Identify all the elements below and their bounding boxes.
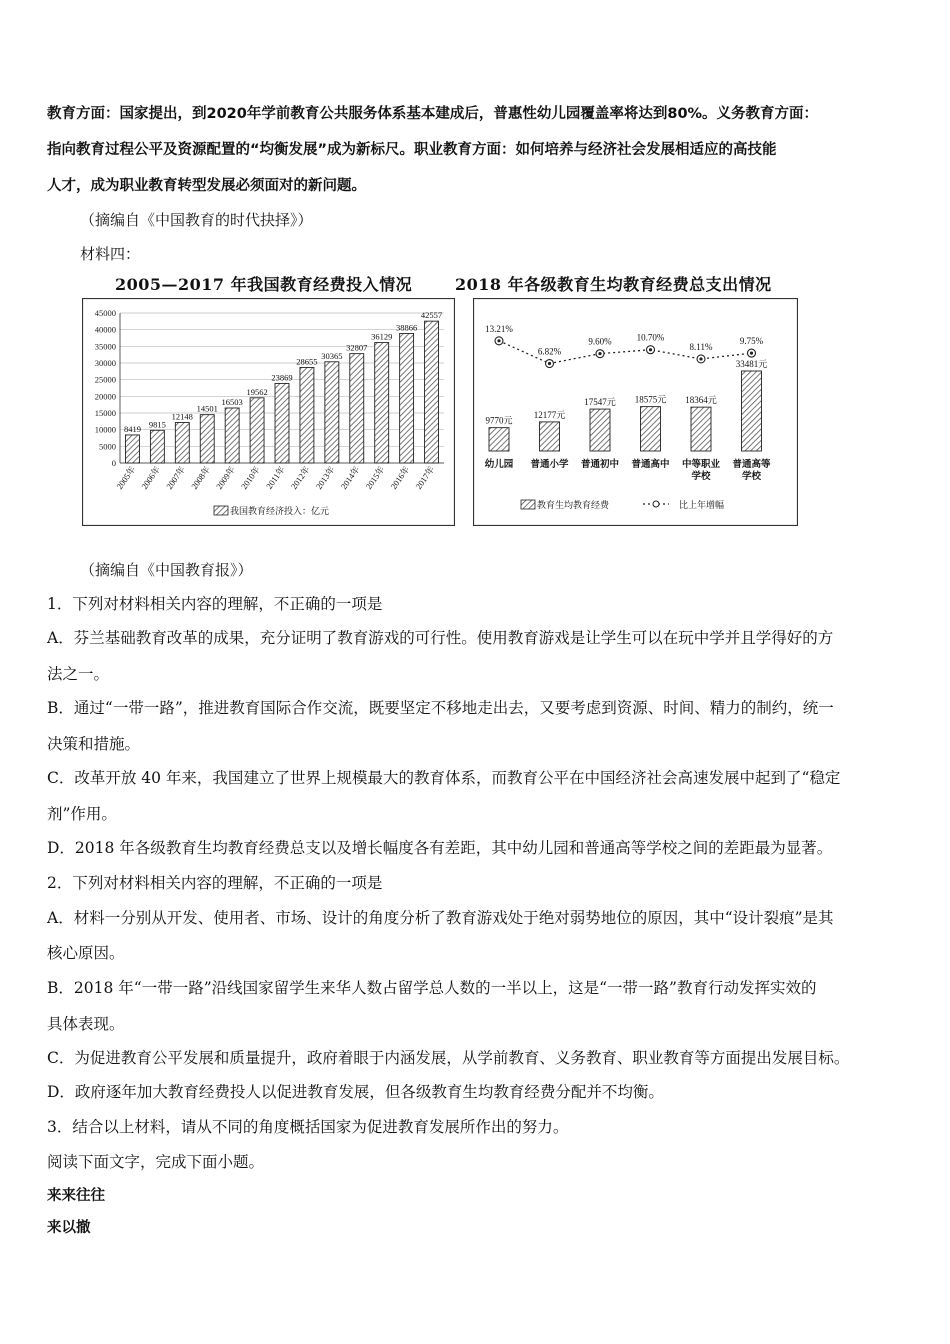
chart2-growth-label: 8.11% [689, 341, 713, 352]
chart2-bar-label: 9770元 [485, 415, 513, 426]
chart1-title: 2005—2017 年我国教育经费投入情况 [115, 275, 413, 294]
reading-instruction: 阅读下面文字，完成下面小题。 [47, 1153, 265, 1171]
chart2-category-label: 普通小学 [530, 460, 569, 470]
chart1-data-label: 16503 [221, 396, 243, 407]
chart1-bar [375, 343, 389, 463]
chart1-bar [225, 408, 239, 463]
q1-option-d: D．2018 年各级教育生均教育经费总支以及增长幅度各有差距，其中幼儿园和普通高等学校之间的差距最为显著。 [47, 839, 833, 857]
chart1-xtick-label: 2011年 [263, 464, 287, 491]
chart2-growth-point-dot [598, 352, 601, 355]
chart2-category-label: 普通初中 [580, 460, 620, 470]
chart2-bar [590, 409, 610, 451]
chart2-growth-label: 10.70% [636, 332, 665, 343]
chart2-growth-label: 9.75% [739, 336, 764, 347]
chart2-bar [691, 407, 711, 451]
chart1-xtick-label: 2006年 [139, 464, 163, 492]
chart1-ytick-label: 5000 [99, 441, 116, 452]
chart2-growth-point-dot [497, 339, 500, 342]
chart2-bar-label: 17547元 [584, 397, 616, 408]
chart2-legend-bar-swatch [521, 500, 535, 509]
chart2-category-label: 普通高等 [732, 460, 771, 470]
chart1-data-label: 36129 [371, 331, 393, 342]
chart2-bar [641, 407, 661, 451]
chart1-data-label: 38866 [395, 322, 418, 333]
chart1-ytick-label: 25000 [94, 374, 116, 385]
chart1-data-label: 30365 [321, 350, 343, 361]
chart1-bar [250, 398, 264, 463]
question-3: 3．结合以上材料，请从不同的角度概括国家为促进教育发展所作出的努力。 [47, 1118, 569, 1136]
chart2-legend-bar-label: 教育生均教育经费 [537, 500, 610, 510]
chart1-bar [350, 354, 364, 463]
chart1-ytick-label: 35000 [94, 341, 116, 352]
chart1-ytick-label: 0 [111, 458, 116, 468]
chart2-bar [540, 422, 560, 451]
chart2-bar [742, 371, 762, 451]
chart1-bar [325, 362, 339, 463]
chart1-data-label: 9815 [148, 419, 166, 430]
chart1-legend-swatch [214, 506, 228, 515]
chart2-legend-line-label: 比上年增幅 [679, 500, 725, 510]
chart2-category-label: 中等职业 [681, 460, 721, 470]
text-first-line: 来以撤 [47, 1220, 91, 1236]
chart1-bar [150, 430, 164, 463]
source-citation-2: （摘编自《中国教育报》） [80, 561, 253, 579]
material-four-label: 材料四： [80, 245, 141, 263]
chart1-bar [300, 367, 314, 463]
chart1-xtick-label: 2005年 [114, 464, 138, 492]
chart1-legend-label: 我国教育经济投入：亿元 [230, 506, 330, 516]
chart2-growth-point-dot [699, 357, 702, 360]
q1-option-c-line2: 剂”作用。 [47, 805, 117, 823]
question-1: 1．下列对材料相关内容的理解，不正确的一项是 [47, 595, 383, 613]
q2-option-c: C．为促进教育公平发展和质量提升，政府着眼于内涵发展，从学前教育、义务教育、职业教育等方面提出发展目标。 [47, 1049, 850, 1067]
chart1-ytick-label: 45000 [94, 308, 116, 318]
chart1-data-label: 14501 [196, 403, 218, 414]
chart2-growth-label: 6.82% [537, 346, 562, 357]
chart1-bar [400, 333, 414, 463]
chart2-category-label: 学校 [741, 472, 762, 482]
chart2-growth-point-dot [649, 348, 652, 351]
q1-option-b-line2: 决策和措施。 [47, 735, 141, 753]
chart1-ytick-label: 20000 [94, 391, 116, 402]
chart1-xtick-label: 2008年 [189, 464, 212, 492]
chart2-growth-label: 13.21% [485, 323, 513, 334]
chart2-title: 2018 年各级教育生均教育经费总支出情况 [455, 275, 772, 294]
chart2-growth-point-dot [548, 362, 551, 365]
q2-option-b-line2: 具体表现。 [47, 1015, 125, 1033]
chart1-bar [200, 415, 214, 463]
chart2-category-label: 学校 [691, 472, 711, 482]
q2-option-b-line1: B．2018 年“一带一路”沿线国家留学生来华人数占留学总人数的一半以上，这是“一带一路”教育行动发挥实效的 [47, 979, 817, 997]
chart2-bar-line-chart [473, 298, 798, 526]
chart1-xtick-label: 2007年 [164, 464, 187, 492]
q2-option-a-line2: 核心原因。 [47, 944, 125, 962]
question-2: 2．下列对材料相关内容的理解，不正确的一项是 [47, 874, 383, 892]
text-title: 来来往往 [47, 1188, 105, 1204]
chart1-xtick-label: 2012年 [288, 464, 312, 492]
chart1-data-label: 12148 [171, 411, 193, 422]
chart2-growth-point-dot [750, 352, 753, 355]
chart1-xtick-label: 2009年 [213, 464, 237, 492]
chart1-ytick-label: 15000 [94, 408, 116, 418]
chart1-bar-chart [82, 298, 455, 526]
chart1-data-label: 32807 [346, 342, 368, 353]
chart1-data-label: 8419 [123, 423, 141, 434]
chart2-growth-label: 9.60% [588, 336, 612, 347]
source-citation-1: （摘编自《中国教育的时代抉择》） [80, 211, 313, 229]
q1-option-a-line1: A．芬兰基础教育改革的成果，充分证明了教育游戏的可行性。使用教育游戏是让学生可以在玩中学并且学得好的方 [47, 629, 834, 647]
chart1-frame [83, 299, 455, 526]
chart1-ytick-label: 10000 [94, 424, 116, 435]
chart1-xtick-label: 2013年 [313, 464, 337, 492]
chart1-xtick-label: 2014年 [338, 464, 362, 492]
q2-option-d: D．政府逐年加大教育经费投人以促进教育发展，但各级教育生均教育经费分配并不均衡。 [47, 1083, 664, 1101]
q2-option-a-line1: A．材料一分别从开发、使用者、市场、设计的角度分析了教育游戏处于绝对弱势地位的原因，其中“设计裂痕”是其 [47, 909, 834, 927]
intro-line-3: 人才，成为职业教育转型发展必须面对的新问题。 [47, 178, 366, 194]
chart2-bar-label: 12177元 [533, 409, 566, 420]
q1-option-b-line1: B．通过“一带一路”，推进教育国际合作交流，既要坚定不移地走出去，又要考虑到资源、时间、精力的制约，统一 [47, 699, 834, 717]
chart1-bar [275, 383, 289, 463]
chart1-ytick-label: 40000 [94, 324, 116, 335]
chart2-category-label: 普通高中 [631, 460, 670, 470]
chart1-data-label: 23869 [271, 372, 293, 383]
intro-line-1: 教育方面：国家提出，到2020年学前教育公共服务体系基本建成后，普惠性幼儿园覆盖率将达到80%。义务教育方面： [47, 106, 819, 122]
q1-option-a-line2: 法之一。 [47, 665, 110, 683]
chart2-legend-line-marker [653, 501, 659, 507]
chart1-xtick-label: 2016年 [388, 464, 412, 492]
chart2-bar [489, 428, 509, 451]
chart1-data-label: 19562 [246, 386, 268, 397]
chart2-bar-label: 33481元 [735, 359, 768, 369]
chart1-xtick-label: 2015年 [363, 464, 387, 492]
chart1-bar [425, 321, 439, 463]
chart2-bar-label: 18575元 [634, 394, 667, 405]
chart2-bar-label: 18364元 [685, 395, 717, 406]
chart1-data-label: 42557 [420, 310, 443, 321]
intro-line-2: 指向教育过程公平及资源配置的“均衡发展”成为新标尺。职业教育方面：如何培养与经济社会发展相适应的高技能 [47, 142, 777, 158]
chart2-category-label: 幼儿园 [484, 460, 514, 470]
q1-option-c-line1: C．改革开放 40 年来，我国建立了世界上规模最大的教育体系，而教育公平在中国经济社会高速发展中起到了“稳定 [47, 769, 841, 787]
chart1-bar [125, 435, 139, 463]
chart1-bar [175, 423, 189, 463]
chart1-xtick-label: 2010年 [238, 464, 262, 492]
chart1-data-label: 28655 [296, 356, 318, 367]
chart1-xtick-label: 2017年 [413, 464, 437, 492]
chart1-ytick-label: 30000 [94, 358, 116, 368]
